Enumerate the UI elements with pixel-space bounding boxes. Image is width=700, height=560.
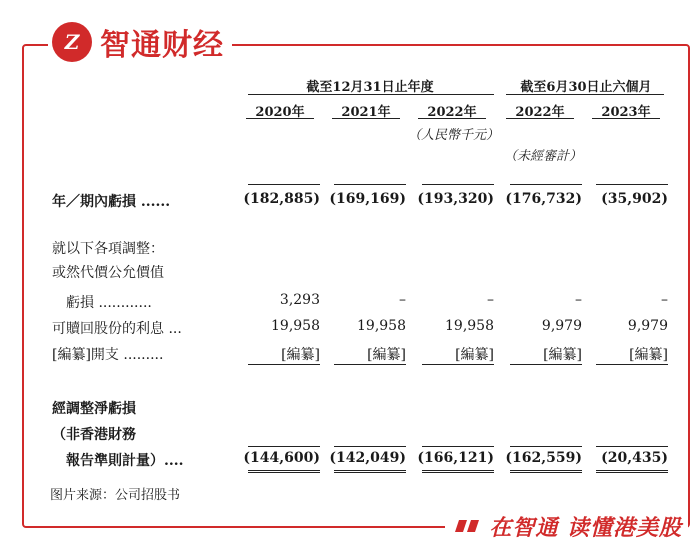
row-value: (166,121): [417, 450, 494, 466]
slogan-stripes-icon: [455, 519, 481, 533]
year-rule: [592, 118, 660, 119]
total-rule: [334, 184, 406, 185]
table-row: [0, 318, 700, 340]
row-value: [編纂]: [455, 347, 494, 363]
row-value: –: [661, 292, 668, 308]
row-value: [編纂]: [629, 347, 668, 363]
row-value: (35,902): [601, 191, 668, 207]
year-rule: [418, 118, 486, 119]
year-header: 2020年: [255, 105, 305, 120]
total-rule: [422, 446, 494, 447]
table-row: [0, 450, 700, 472]
row-label: 報告準則計量）....: [52, 453, 184, 469]
row-value: –: [487, 292, 494, 308]
year-rule: [506, 118, 574, 119]
year-header: 2022年: [427, 105, 477, 120]
year-rule: [246, 118, 314, 119]
row-label: 經調整淨虧損: [52, 401, 136, 417]
double-underline: [422, 470, 494, 473]
total-rule: [422, 184, 494, 185]
row-label: 或然代價公允價值: [52, 265, 164, 281]
header-group-six-months: 截至6月30日止六個月: [520, 80, 652, 95]
row-label: 就以下各項調整：: [52, 241, 164, 257]
double-underline: [248, 470, 320, 473]
table-row: [0, 238, 700, 260]
row-value: (144,600): [243, 450, 320, 466]
row-value: (142,049): [329, 450, 406, 466]
row-value: (162,559): [505, 450, 582, 466]
total-rule: [596, 364, 668, 365]
row-value: 19,958: [271, 318, 320, 334]
header-group-rule: [506, 94, 664, 95]
row-value: 9,979: [627, 318, 668, 334]
year-header: 2023年: [601, 105, 651, 120]
row-label: （非香港財務: [52, 427, 136, 443]
row-label: 年／期內虧損 ......: [52, 194, 171, 210]
row-value: 19,958: [357, 318, 406, 334]
total-rule: [422, 364, 494, 365]
total-rule: [596, 184, 668, 185]
double-underline: [596, 470, 668, 473]
row-value: (169,169): [329, 191, 406, 207]
brand-logo: [48, 18, 232, 66]
double-underline: [334, 470, 406, 473]
year-header: 2021年: [341, 105, 391, 120]
audit-note: （未經審計）: [504, 149, 583, 164]
total-rule: [510, 364, 582, 365]
total-rule: [248, 184, 320, 185]
currency-note: （人民幣千元）: [408, 128, 500, 143]
double-underline: [510, 470, 582, 473]
row-value: (193,320): [417, 191, 494, 207]
row-value: (182,885): [243, 191, 320, 207]
row-value: [編纂]: [543, 347, 582, 363]
logo-icon: [52, 22, 92, 62]
row-value: –: [575, 292, 582, 308]
row-value: [編纂]: [367, 347, 406, 363]
header-group-rule: [248, 94, 494, 95]
row-value: (176,732): [505, 191, 582, 207]
header-group-year-end: 截至12月31日止年度: [306, 80, 434, 95]
row-value: 3,293: [279, 292, 320, 308]
source-note: 图片来源：公司招股书: [50, 488, 181, 503]
row-value: (20,435): [601, 450, 668, 466]
table-row: [0, 344, 700, 366]
table-row: [0, 398, 700, 420]
total-rule: [510, 184, 582, 185]
year-header: 2022年: [515, 105, 565, 120]
table-row: [0, 292, 700, 314]
table-row: [0, 262, 700, 284]
total-rule: [596, 446, 668, 447]
svg-text:Z: Z: [64, 30, 80, 54]
row-value: 9,979: [541, 318, 582, 334]
year-rule: [332, 118, 400, 119]
row-label: 可贖回股份的利息 ...: [52, 321, 182, 337]
row-value: –: [399, 292, 406, 308]
row-label: 虧損 ............: [52, 295, 152, 311]
table-row: [0, 191, 700, 213]
brand-name: 智通财经: [100, 28, 224, 63]
row-value: [編纂]: [281, 347, 320, 363]
total-rule: [334, 364, 406, 365]
total-rule: [248, 446, 320, 447]
total-rule: [248, 364, 320, 365]
total-rule: [510, 446, 582, 447]
slogan-text: 在智通 读懂港美股: [489, 515, 682, 541]
row-value: 19,958: [445, 318, 494, 334]
row-label: [編纂]開支 .........: [52, 347, 164, 363]
total-rule: [334, 446, 406, 447]
slogan-banner: [445, 506, 688, 546]
table-row: [0, 424, 700, 446]
